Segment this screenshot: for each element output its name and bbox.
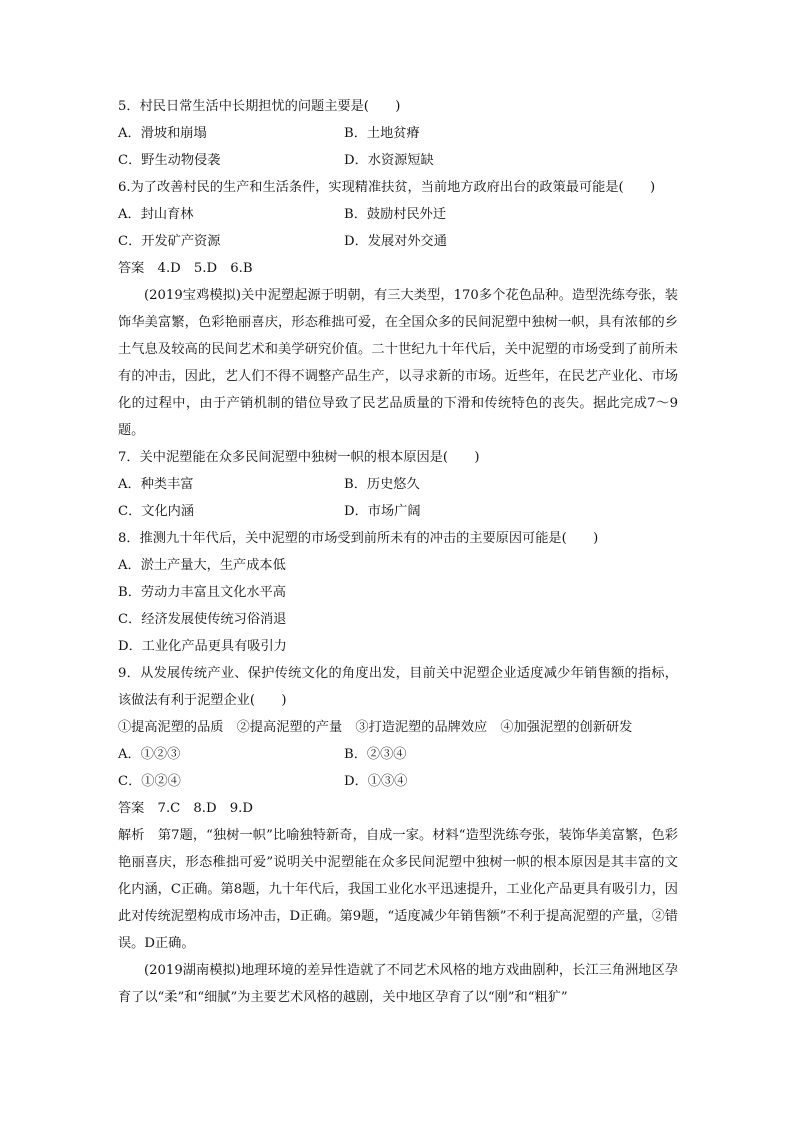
option-d: D．市场广阔 xyxy=(344,504,421,519)
question-6-options-row-1 xyxy=(118,201,678,228)
option-c: C．野生动物侵袭 xyxy=(118,153,221,168)
passage-baoji: (2019宝鸡模拟)关中泥塑起源于明朝，有三大类型，170多个花色品种。造型洗练夸张，装饰华美富繁，色彩艳丽喜庆，形态稚拙可爱，在全国众多的民间泥塑中独树一帜，具有浓郁的乡土气息及较高的民间艺术和美学研究价值。二十世纪九十年代后，关中泥塑的市场受到了前所未有的冲击，因此，艺人们不得不调整产品生产，以寻求新的市场。近些年，在民艺产业化、市场化的过程中，由于产销机制的错位导致了民艺品质量的下滑和传统特色的丧失。据此完成7～9题。 xyxy=(118,288,678,438)
option-c: C．经济发展使传统习俗消退 xyxy=(118,612,287,627)
option-a: A．种类丰富 xyxy=(118,477,194,492)
question-7-stem: 7．关中泥塑能在众多民间泥塑中独树一帜的根本原因是( ) xyxy=(118,450,480,465)
question-8-stem: 8．推测九十年代后，关中泥塑的市场受到前所未有的冲击的主要原因可能是( ) xyxy=(118,531,599,546)
option-d: D．①③④ xyxy=(344,774,408,789)
option-b: B．土地贫瘠 xyxy=(344,126,420,141)
answer-7-9: 答案 7.C 8.D 9.D xyxy=(118,801,253,816)
option-a: A．封山育林 xyxy=(118,207,194,222)
option-b: B．历史悠久 xyxy=(344,477,420,492)
option-c: C．文化内涵 xyxy=(118,504,195,519)
option-d: D．发展对外交通 xyxy=(344,234,447,249)
question-7-options-row-2 xyxy=(118,498,678,525)
question-9-options-row-1 xyxy=(118,741,678,768)
analysis-7-9: 解析 第7题，“独树一帜”比喻独特新奇，自成一家。材料“造型洗练夸张，装饰华美富繁，色彩艳丽喜庆，形态稚拙可爱”说明关中泥塑能在众多民间泥塑中独树一帜的根本原因是其丰富的文化内涵，C正确。第8题，九十年代后，我国工业化水平迅速提升，工业化产品更具有吸引力，因此对传统泥塑构成市场冲击，D正确。第9题，“适度减少年销售额”不利于提高泥塑的产量，②错误。D正确。 xyxy=(118,828,678,951)
option-a: A．滑坡和崩塌 xyxy=(118,126,207,141)
option-b: B．②③④ xyxy=(344,747,407,762)
question-6-stem: 6.为了改善村民的生产和生活条件，实现精准扶贫，当前地方政府出台的政策最可能是( ) xyxy=(118,180,656,195)
question-5-stem: 5．村民日常生活中长期担忧的问题主要是( ) xyxy=(118,99,401,114)
answer-4-6: 答案 4.D 5.D 6.B xyxy=(118,261,253,276)
option-b: B．鼓励村民外迁 xyxy=(344,207,447,222)
option-d: D．水资源短缺 xyxy=(344,153,434,168)
option-b: B．劳动力丰富且文化水平高 xyxy=(118,585,286,600)
question-7-options-row-1 xyxy=(118,471,678,498)
option-c: C．开发矿产资源 xyxy=(118,234,221,249)
option-a: A．①②③ xyxy=(118,747,181,762)
question-6-options-row-2 xyxy=(118,228,678,255)
question-9-items: ①提高泥塑的品质 ②提高泥塑的产量 ③打造泥塑的品牌效应 ④加强泥塑的创新研发 xyxy=(118,720,633,735)
question-9-options-row-2 xyxy=(118,768,678,795)
question-5-options-row-1 xyxy=(118,120,678,147)
option-a: A．淤土产量大，生产成本低 xyxy=(118,558,286,573)
document-page xyxy=(118,93,678,1011)
passage-hunan: (2019湖南模拟)地理环境的差异性造就了不同艺术风格的地方戏曲剧种，长江三角洲地区孕育了以“柔”和“细腻”为主要艺术风格的越剧，关中地区孕育了以“刚”和“粗犷” xyxy=(118,963,678,1005)
option-d: D．工业化产品更具有吸引力 xyxy=(118,639,287,654)
question-5-options-row-2 xyxy=(118,147,678,174)
question-9-stem: 9．从发展传统产业、保护传统文化的角度出发，目前关中泥塑企业适度减少年销售额的指标，该做法有利于泥塑企业( ) xyxy=(118,666,678,708)
option-c: C．①②④ xyxy=(118,774,181,789)
